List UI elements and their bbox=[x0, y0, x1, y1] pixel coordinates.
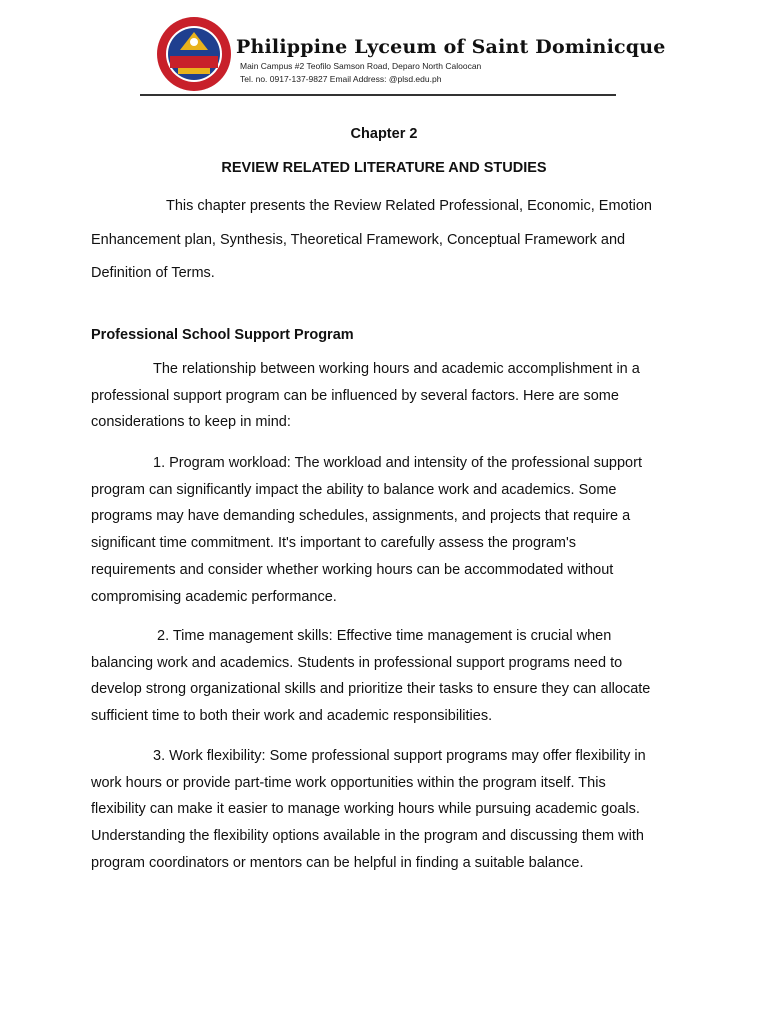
text-line: work hours or provide part-time work opportunities within the program itself. This bbox=[91, 774, 606, 791]
text-line: 2. Time management skills: Effective time management is crucial when bbox=[157, 628, 612, 644]
school-contact: Tel. no. 0917-137-9827 Email Address: @plsd.edu.ph bbox=[240, 74, 442, 84]
header-divider bbox=[140, 94, 616, 96]
body-paragraph bbox=[91, 356, 691, 436]
text-line: This chapter presents the Review Related Professional, Economic, Emotion bbox=[166, 198, 652, 214]
body-paragraph bbox=[91, 743, 691, 877]
text-line: professional support program can be influenced by several factors. Here are some bbox=[91, 387, 619, 404]
text-line: compromising academic performance. bbox=[91, 588, 337, 605]
letterhead bbox=[150, 12, 666, 92]
school-seal-icon bbox=[156, 16, 232, 92]
body-paragraph bbox=[91, 623, 691, 730]
text-line: balancing work and academics. Students in professional support programs need to bbox=[91, 654, 623, 671]
chapter-label: Chapter 2 bbox=[350, 126, 418, 142]
chapter-title: REVIEW RELATED LITERATURE AND STUDIES bbox=[221, 160, 547, 176]
text-line: significant time commitment. It's important to carefully assess the program's bbox=[91, 535, 577, 552]
text-line: The relationship between working hours and academic accomplishment in a bbox=[153, 361, 640, 377]
text-line: flexibility can make it easier to manage working hours while pursuing academic goals. bbox=[91, 801, 640, 818]
text-line: 1. Program workload: The workload and intensity of the professional support bbox=[153, 455, 642, 471]
text-line: 3. Work flexibility: Some professional support programs may offer flexibility in bbox=[153, 748, 646, 764]
text-line: Definition of Terms. bbox=[91, 265, 215, 281]
intro-paragraph bbox=[91, 190, 691, 291]
text-line: programs may have demanding schedules, assignments, and projects that require a bbox=[91, 508, 631, 525]
text-line: requirements and consider whether working hours can be accommodated without bbox=[91, 561, 614, 578]
text-line: program can significantly impact the ability to balance work and academics. Some bbox=[91, 481, 617, 498]
text-line: considerations to keep in mind: bbox=[91, 414, 291, 431]
school-name: Philippine Lyceum of Saint Dominicque bbox=[236, 36, 666, 58]
section-heading: Professional School Support Program bbox=[91, 327, 354, 343]
text-line: Enhancement plan, Synthesis, Theoretical Framework, Conceptual Framework and bbox=[91, 231, 626, 248]
text-line: sufficient time to both their work and academic responsibilities. bbox=[91, 708, 493, 725]
text-line: program coordinators or mentors can be helpful in finding a suitable balance. bbox=[91, 854, 584, 871]
school-address: Main Campus #2 Teofilo Samson Road, Deparo North Caloocan bbox=[240, 61, 482, 71]
body-paragraph bbox=[91, 450, 691, 610]
text-line: develop strong organizational skills and prioritize their tasks to ensure they can allocate bbox=[91, 681, 651, 698]
text-line: Understanding the flexibility options available in the program and discussing them with bbox=[91, 828, 644, 845]
